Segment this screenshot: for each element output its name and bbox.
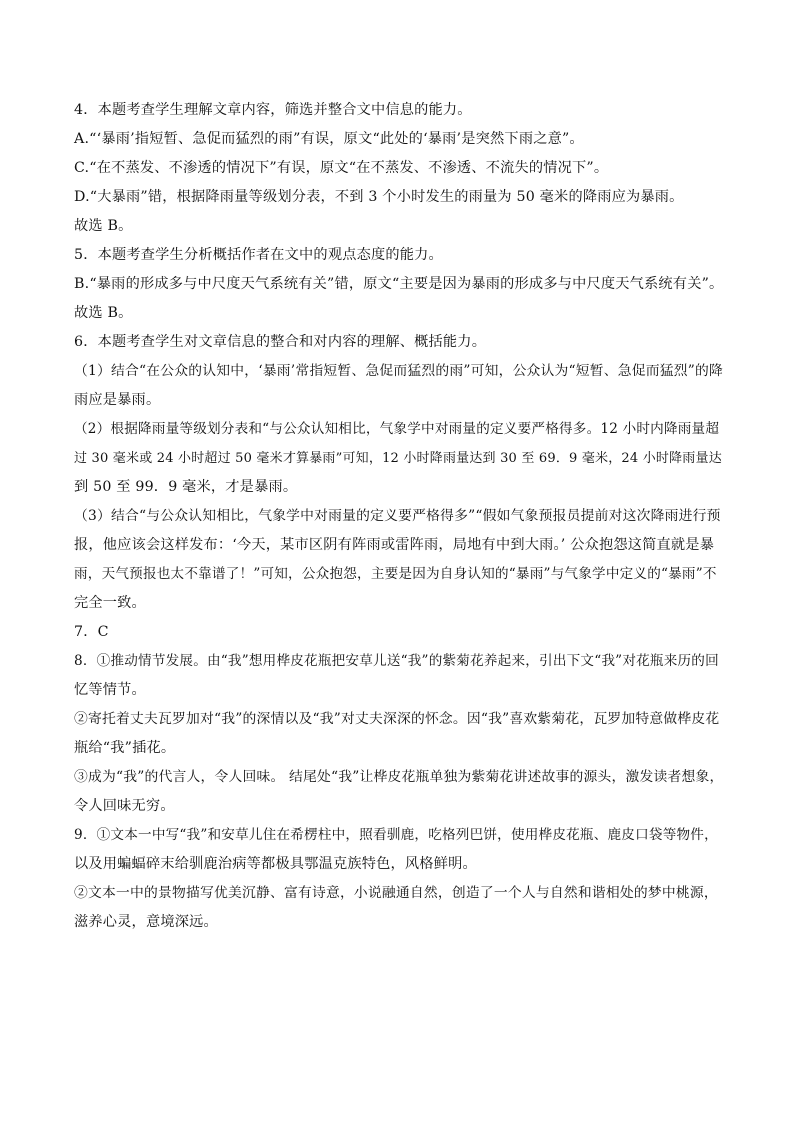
q4-option-a: A.“‘暴雨’指短暂、急促而猛烈的雨”有误，原文“此处的‘暴雨’是突然下雨之意”。 <box>74 131 584 147</box>
answer-text-block <box>74 96 724 937</box>
q9-point1-line2: 以及用蝙蝠碎末给驯鹿治病等都极具鄂温克族特色，风格鲜明。 <box>74 856 477 872</box>
q5-answer: 故选 B。 <box>74 305 133 321</box>
q6-point2-line3: 到 50 至 99．9 毫米，才是暴雨。 <box>74 479 298 495</box>
q9-point2-line2: 滋养心灵，意境深远。 <box>74 914 218 930</box>
q4-answer: 故选 B。 <box>74 218 133 234</box>
q8-point2-line1: ②寄托着丈夫瓦罗加对“我”的深情以及“我”对丈夫深深的怀念。因“我”喜欢紫菊花，瓦罗加特意做桦皮花 <box>74 711 720 727</box>
q8-point1-line1: 8．①推动情节发展。由“我”想用桦皮花瓶把安草儿送“我”的紫菊花养起来，引出下文“我”对花瓶来历的回 <box>74 653 719 669</box>
q9-point2-line1: ②文本一中的景物描写优美沉静、富有诗意，小说融通自然，创造了一个人与自然和谐相处的梦中桃源， <box>74 885 718 901</box>
q7-answer: 7．C <box>74 624 109 640</box>
q6-point2-line2: 过 30 毫米或 24 小时超过 50 毫米才算暴雨”可知，12 小时降雨量达到 30 至 69．9 毫米，24 小时降雨量达 <box>74 451 722 466</box>
q6-heading: 6．本题考查学生对文章信息的整合和对内容的理解、概括能力。 <box>74 334 487 350</box>
q4-option-d: D.“大暴雨”错，根据降雨量等级划分表，不到 3 个小时发生的雨量为 50 毫米的降雨应为暴雨。 <box>74 189 684 205</box>
q6-point1-line1: （1）结合“在公众的认知中，‘暴雨’常指短暂、急促而猛烈的雨”可知，公众认为“短暂、急促而猛烈”的降 <box>74 363 724 379</box>
q4-option-c: C.“在不蒸发、不渗透的情况下”有误，原文“在不蒸发、不渗透、不流失的情况下”。 <box>74 160 609 176</box>
q6-point3-line3: 雨，天气预报也太不靠谱了！”可知，公众抱怨，主要是因为自身认知的“暴雨”与气象学中定义的“暴雨”不 <box>74 566 717 582</box>
q6-point3-line1: （3）结合“与公众认知相比，气象学中对雨量的定义要严格得多”“假如气象预报员提前对这次降雨进行预 <box>74 508 721 524</box>
q5-option-b: B.“暴雨的形成多与中尺度天气系统有关”错，原文“主要是因为暴雨的形成多与中尺度天气系统有关”。 <box>74 276 724 292</box>
q9-point1-line1: 9．①文本一中写“我”和安草儿住在希楞柱中，照看驯鹿，吃格列巴饼，使用桦皮花瓶、鹿皮口袋等物件， <box>74 827 718 843</box>
q6-point2-line1: （2）根据降雨量等级划分表和“与公众认知相比，气象学中对雨量的定义要严格得多。12 小时内降雨量超 <box>74 421 720 437</box>
q8-point1-line2: 忆等情节。 <box>74 682 146 698</box>
q5-heading: 5．本题考查学生分析概括作者在文中的观点态度的能力。 <box>74 247 443 263</box>
q8-point3-line1: ③成为“我”的代言人，令人回味。 结尾处“我”让桦皮花瓶单独为紫菊花讲述故事的源头，激发读者想象， <box>74 769 724 785</box>
q6-point1-line2: 雨应是暴雨。 <box>74 392 161 408</box>
q8-point3-line2: 令人回味无穷。 <box>74 798 175 814</box>
q4-heading: 4．本题考查学生理解文章内容，筛选并整合文中信息的能力。 <box>74 102 472 118</box>
q8-point2-line2: 瓶给“我”插花。 <box>74 740 176 756</box>
q6-point3-line2: 报，他应该会这样发布：‘今天，某市区阴有阵雨或雷阵雨，局地有中到大雨。’ 公众抱怨这简直就是暴 <box>74 537 715 553</box>
q6-point3-line4: 完全一致。 <box>74 595 146 611</box>
